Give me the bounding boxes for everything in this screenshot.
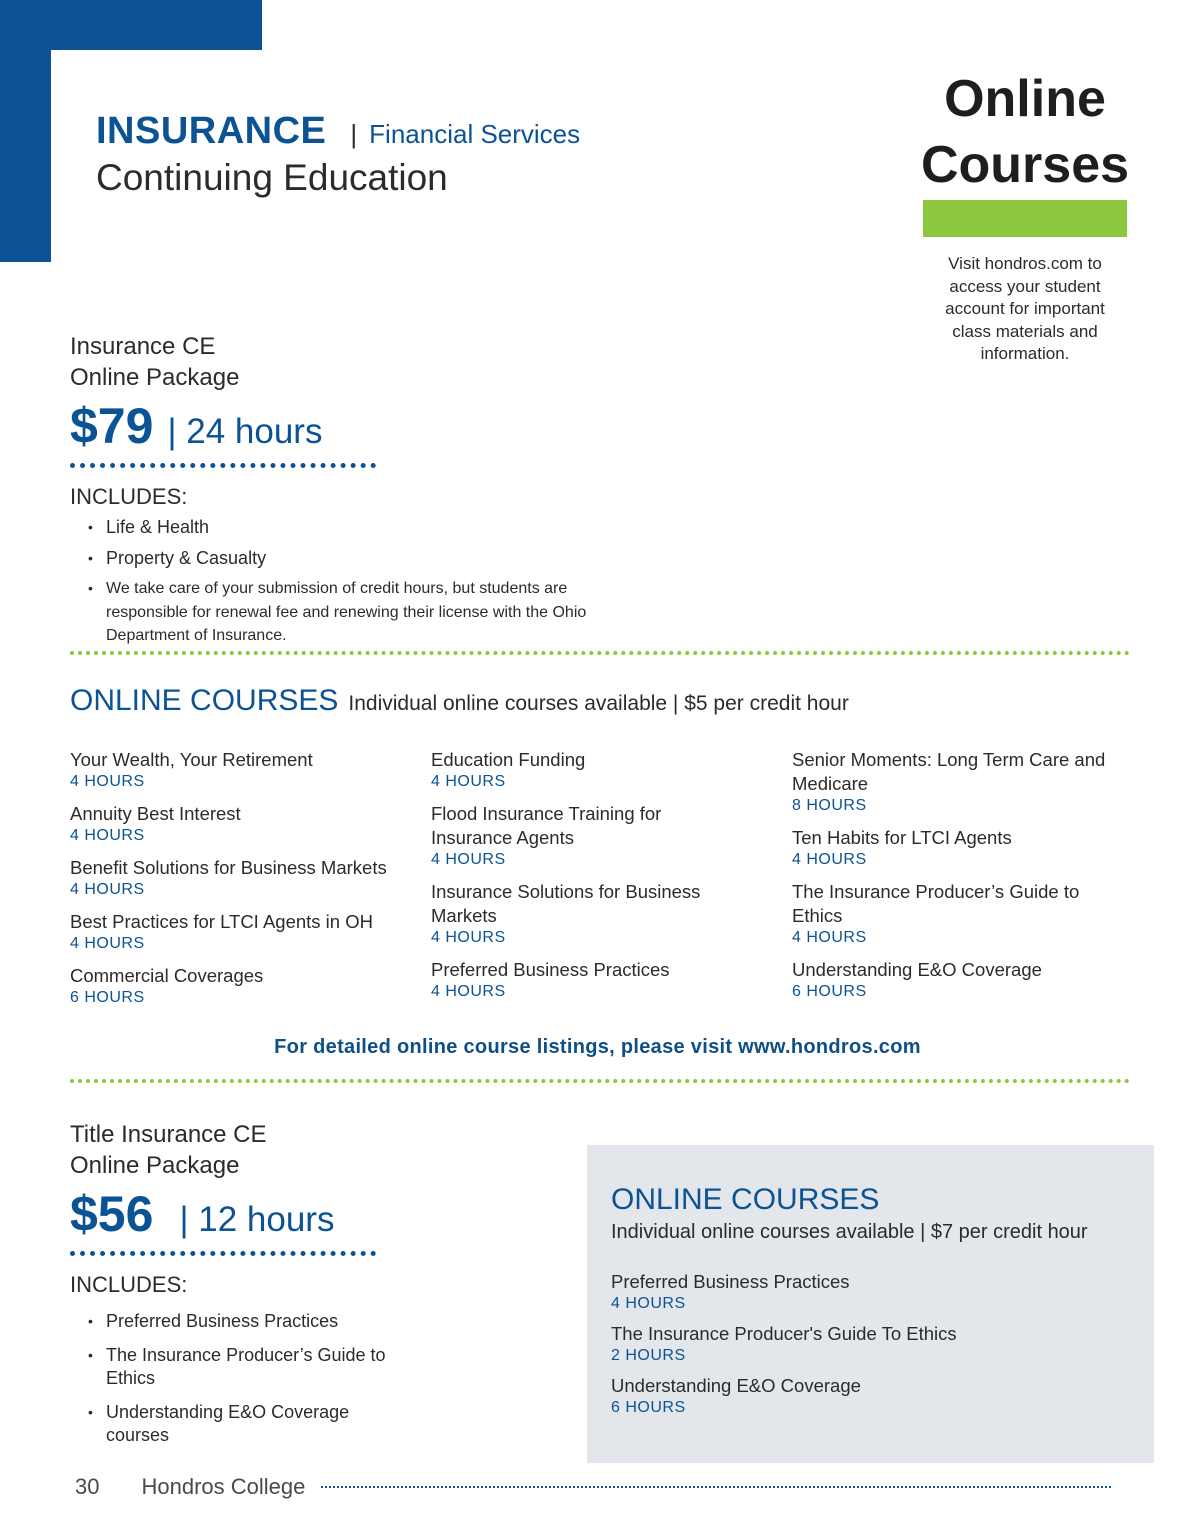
- list-item: [70, 802, 420, 846]
- course-name: Commercial Coverages: [70, 965, 264, 986]
- insurance-package: [70, 331, 630, 655]
- course-name: Best Practices for LTCI Agents in OH: [70, 911, 373, 932]
- course-name: Your Wealth, Your Retirement: [70, 749, 313, 770]
- footer-college-name: Hondros College: [141, 1474, 306, 1499]
- package-hours: | 24 hours: [167, 412, 323, 451]
- course-column-2: [431, 748, 731, 1012]
- package-hours: | 12 hours: [179, 1200, 335, 1239]
- list-item: • Understanding E&O Coverage courses: [70, 1401, 400, 1448]
- footer-divider: [321, 1486, 1111, 1488]
- includes-list: [70, 1310, 400, 1448]
- panel-title: ONLINE COURSES: [611, 1183, 880, 1216]
- list-item: • Property & Casualty: [70, 547, 630, 571]
- course-hours: 4 HOURS: [70, 773, 145, 790]
- package-title-line1: Insurance CE: [70, 333, 216, 360]
- course-hours: 4 HOURS: [431, 773, 506, 790]
- course-hours: 4 HOURS: [431, 929, 506, 946]
- course-hours: 6 HOURS: [70, 989, 145, 1006]
- course-column-1: [70, 748, 420, 1018]
- course-hours: 4 HOURS: [70, 881, 145, 898]
- course-name: Education Funding: [431, 749, 586, 770]
- list-item: [611, 1374, 1144, 1418]
- header-separator: |: [350, 119, 358, 149]
- list-item: [70, 748, 420, 792]
- package-price: $56: [70, 1186, 154, 1242]
- package-price: $79: [70, 398, 154, 454]
- header-financial-services: Financial Services: [369, 119, 581, 149]
- includes-label: INCLUDES:: [70, 484, 188, 509]
- header-accent-bar-left: [0, 0, 51, 262]
- list-item: [792, 880, 1112, 948]
- header-continuing-education: Continuing Education: [96, 157, 448, 198]
- course-hours: 4 HOURS: [792, 929, 867, 946]
- course-hours: 8 HOURS: [792, 797, 867, 814]
- header-insurance: INSURANCE: [96, 110, 327, 152]
- list-item: [792, 748, 1112, 816]
- package-divider: [70, 463, 376, 468]
- promo-title-line1: Online: [944, 70, 1106, 128]
- package-title-line2: Online Package: [70, 364, 240, 391]
- list-item: [611, 1322, 1144, 1366]
- title-online-courses-panel: [587, 1145, 1154, 1463]
- list-item: [70, 910, 420, 954]
- list-item: • Life & Health: [70, 516, 630, 540]
- course-hours: 4 HOURS: [70, 935, 145, 952]
- online-courses-title: ONLINE COURSES: [70, 684, 339, 717]
- list-item: [431, 880, 731, 948]
- visit-website-note: For detailed online course listings, please visit www.hondros.com: [274, 1036, 921, 1058]
- panel-subtitle: Individual online courses available | $7 per credit hour: [611, 1221, 1088, 1243]
- course-column-3: [792, 748, 1112, 1012]
- list-item: [792, 826, 1112, 870]
- promo-title: [920, 66, 1130, 198]
- course-hours: 4 HOURS: [611, 1295, 686, 1312]
- course-name: Understanding E&O Coverage: [611, 1375, 861, 1396]
- course-hours: 4 HOURS: [431, 851, 506, 868]
- course-name: Understanding E&O Coverage: [792, 959, 1042, 980]
- course-name: Senior Moments: Long Term Care and Medicare: [792, 749, 1106, 794]
- course-name: Benefit Solutions for Business Markets: [70, 857, 387, 878]
- title-insurance-package: [70, 1119, 400, 1458]
- section-divider: [70, 1079, 1130, 1083]
- package-title-line2: Online Package: [70, 1152, 240, 1179]
- course-hours: 4 HOURS: [431, 983, 506, 1000]
- page-footer: [75, 1474, 1111, 1500]
- course-hours: 6 HOURS: [611, 1399, 686, 1416]
- section-divider: [70, 651, 1130, 655]
- course-name: The Insurance Producer’s Guide to Ethics: [792, 881, 1080, 926]
- course-name: Annuity Best Interest: [70, 803, 241, 824]
- list-item: [431, 748, 731, 792]
- list-item: • The Insurance Producer’s Guide to Ethics: [70, 1344, 400, 1391]
- course-name: Preferred Business Practices: [431, 959, 670, 980]
- list-item: [431, 802, 731, 870]
- course-name: The Insurance Producer's Guide To Ethics: [611, 1323, 957, 1344]
- list-item: • We take care of your submission of credit hours, but students are responsible for renewal fee and renewing their license with the Ohio Department of Insurance.: [70, 577, 630, 648]
- course-hours: 2 HOURS: [611, 1347, 686, 1364]
- course-hours: 4 HOURS: [792, 851, 867, 868]
- includes-label: INCLUDES:: [70, 1272, 188, 1297]
- course-hours: 4 HOURS: [70, 827, 145, 844]
- list-item: [611, 1270, 1144, 1314]
- promo-title-line2: Courses: [920, 136, 1130, 194]
- online-courses-heading: [70, 684, 849, 718]
- promo-note: Visit hondros.com to access your student account for important class materials and information.: [945, 254, 1105, 363]
- page-number: 30: [75, 1474, 100, 1499]
- online-courses-subtitle: Individual online courses available | $5 per credit hour: [348, 692, 849, 715]
- list-item: • Preferred Business Practices: [70, 1310, 400, 1334]
- course-name: Preferred Business Practices: [611, 1271, 850, 1292]
- course-name: Ten Habits for LTCI Agents: [792, 827, 1012, 848]
- promo-green-bar: [923, 200, 1127, 237]
- package-divider: [70, 1251, 376, 1256]
- includes-list: [70, 516, 630, 648]
- panel-course-list: [611, 1270, 1144, 1418]
- list-item: [431, 958, 731, 1002]
- course-hours: 6 HOURS: [792, 983, 867, 1000]
- page-header: [96, 110, 580, 199]
- package-title-line1: Title Insurance CE: [70, 1121, 267, 1148]
- course-name: Insurance Solutions for Business Markets: [431, 881, 701, 926]
- list-item: [70, 856, 420, 900]
- course-name: Flood Insurance Training for Insurance Agents: [431, 803, 662, 848]
- list-item: [792, 958, 1112, 1002]
- list-item: [70, 964, 420, 1008]
